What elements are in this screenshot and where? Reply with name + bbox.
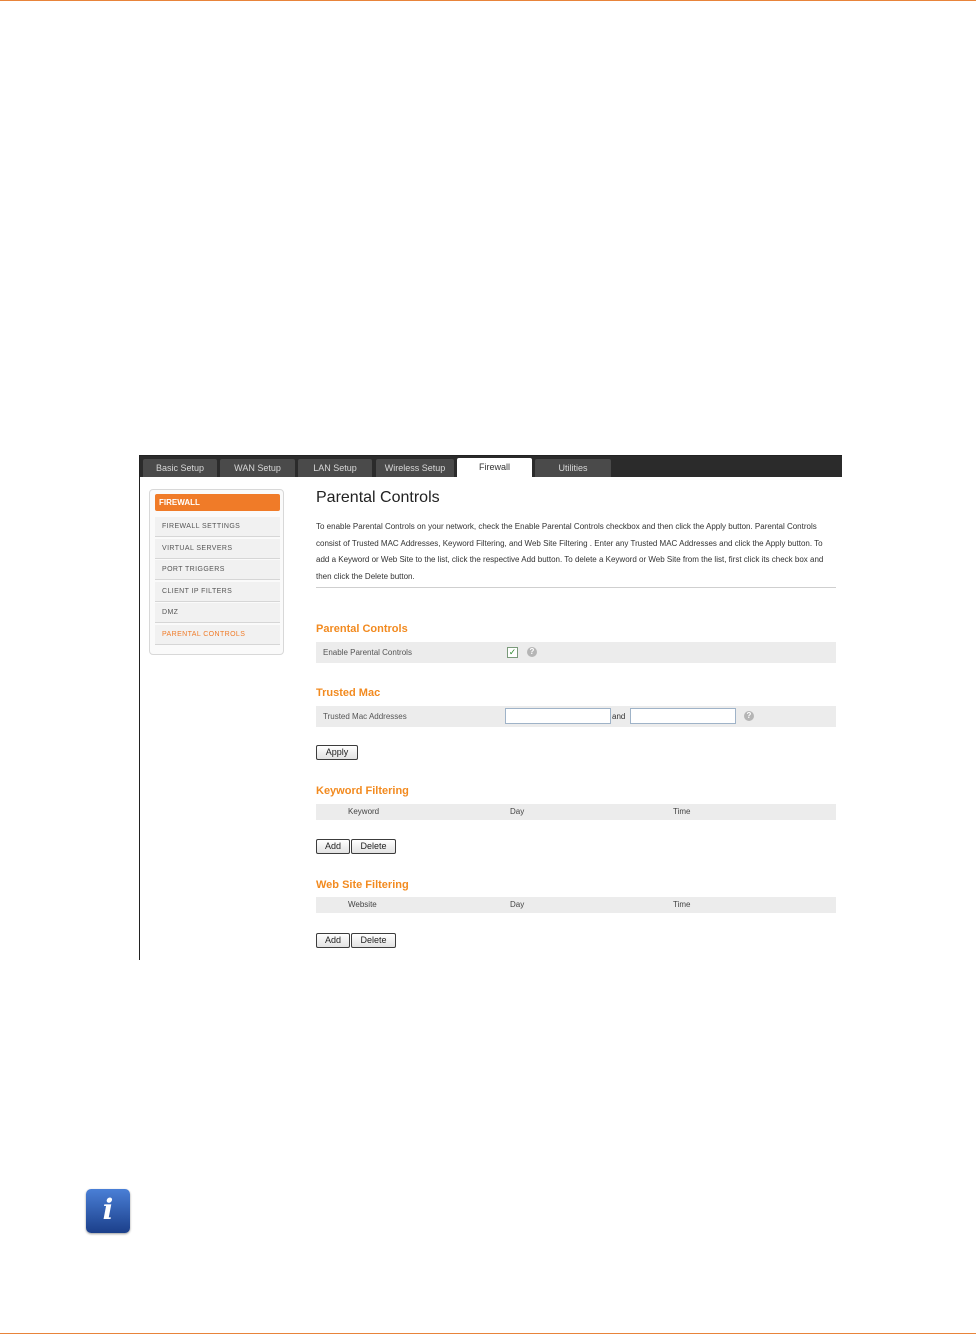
and-label: and [612,712,626,721]
keyword-delete-button[interactable]: Delete [351,839,396,854]
sidebar-item-virtual-servers[interactable]: VIRTUAL SERVERS [155,539,280,559]
trusted-mac-row [316,706,836,727]
keyword-table-header [316,804,836,820]
page-top-rule [0,0,976,1]
column-header-keyword: Keyword [348,807,380,816]
column-header-time: Time [673,807,691,816]
website-add-button[interactable]: Add [316,933,350,948]
enable-parental-row [316,642,836,663]
tab-bar [140,456,842,477]
info-icon: i [86,1189,130,1233]
sidebar-header: FIREWALL [155,494,280,511]
section-title-web-site-filtering: Web Site Filtering [316,879,409,891]
sidebar-item-client-ip-filters[interactable]: CLIENT IP FILTERS [155,582,280,602]
help-icon[interactable]: ? [744,711,754,721]
column-header-website: Website [348,900,377,909]
sidebar-item-firewall-settings[interactable]: FIREWALL SETTINGS [155,517,280,537]
keyword-add-button[interactable]: Add [316,839,350,854]
sidebar-item-dmz[interactable]: DMZ [155,603,280,623]
section-title-keyword-filtering: Keyword Filtering [316,785,409,797]
enable-parental-label: Enable Parental Controls [323,648,412,657]
router-admin-screenshot [139,455,842,960]
trusted-mac-label: Trusted Mac Addresses [323,712,407,721]
website-table-header [316,897,836,913]
trusted-mac-input-1[interactable] [505,708,611,724]
page-bottom-rule [0,1333,976,1334]
website-delete-button[interactable]: Delete [351,933,396,948]
page-description: To enable Parental Controls on your network, check the Enable Parental Controls checkbox and then click the Apply button. Parental Controls consist of Trusted MAC Addresses, Keyword Filtering, and Web Site Filtering . Enter any Trusted MAC Addresses and click the Apply button. To add a Keyword or Web Site to the list, click the respective Add button. To delete a Keyword or Web Site from the list, first click its check box and then click the Delete button. [316,522,824,581]
enable-parental-checkbox[interactable]: ✓ [508,647,517,657]
tab-wireless-setup[interactable]: Wireless Setup [376,459,454,477]
tab-utilities[interactable]: Utilities [535,459,611,477]
trusted-mac-input-2[interactable] [630,708,736,724]
tab-basic-setup[interactable]: Basic Setup [143,459,217,477]
page-title: Parental Controls [316,489,440,506]
sidebar [149,489,284,655]
section-title-trusted-mac: Trusted Mac [316,687,381,699]
column-header-time: Time [673,900,691,909]
column-header-day: Day [510,807,525,816]
sidebar-item-port-triggers[interactable]: PORT TRIGGERS [155,560,280,580]
divider [316,587,836,588]
tab-firewall[interactable]: Firewall [457,458,532,477]
help-icon[interactable]: ? [527,647,537,657]
sidebar-item-parental-controls[interactable]: PARENTAL CONTROLS [155,625,280,645]
apply-button[interactable]: Apply [316,745,358,760]
tab-wan-setup[interactable]: WAN Setup [220,459,295,477]
section-title-parental-controls: Parental Controls [316,623,408,635]
tab-lan-setup[interactable]: LAN Setup [298,459,372,477]
column-header-day: Day [510,900,525,909]
